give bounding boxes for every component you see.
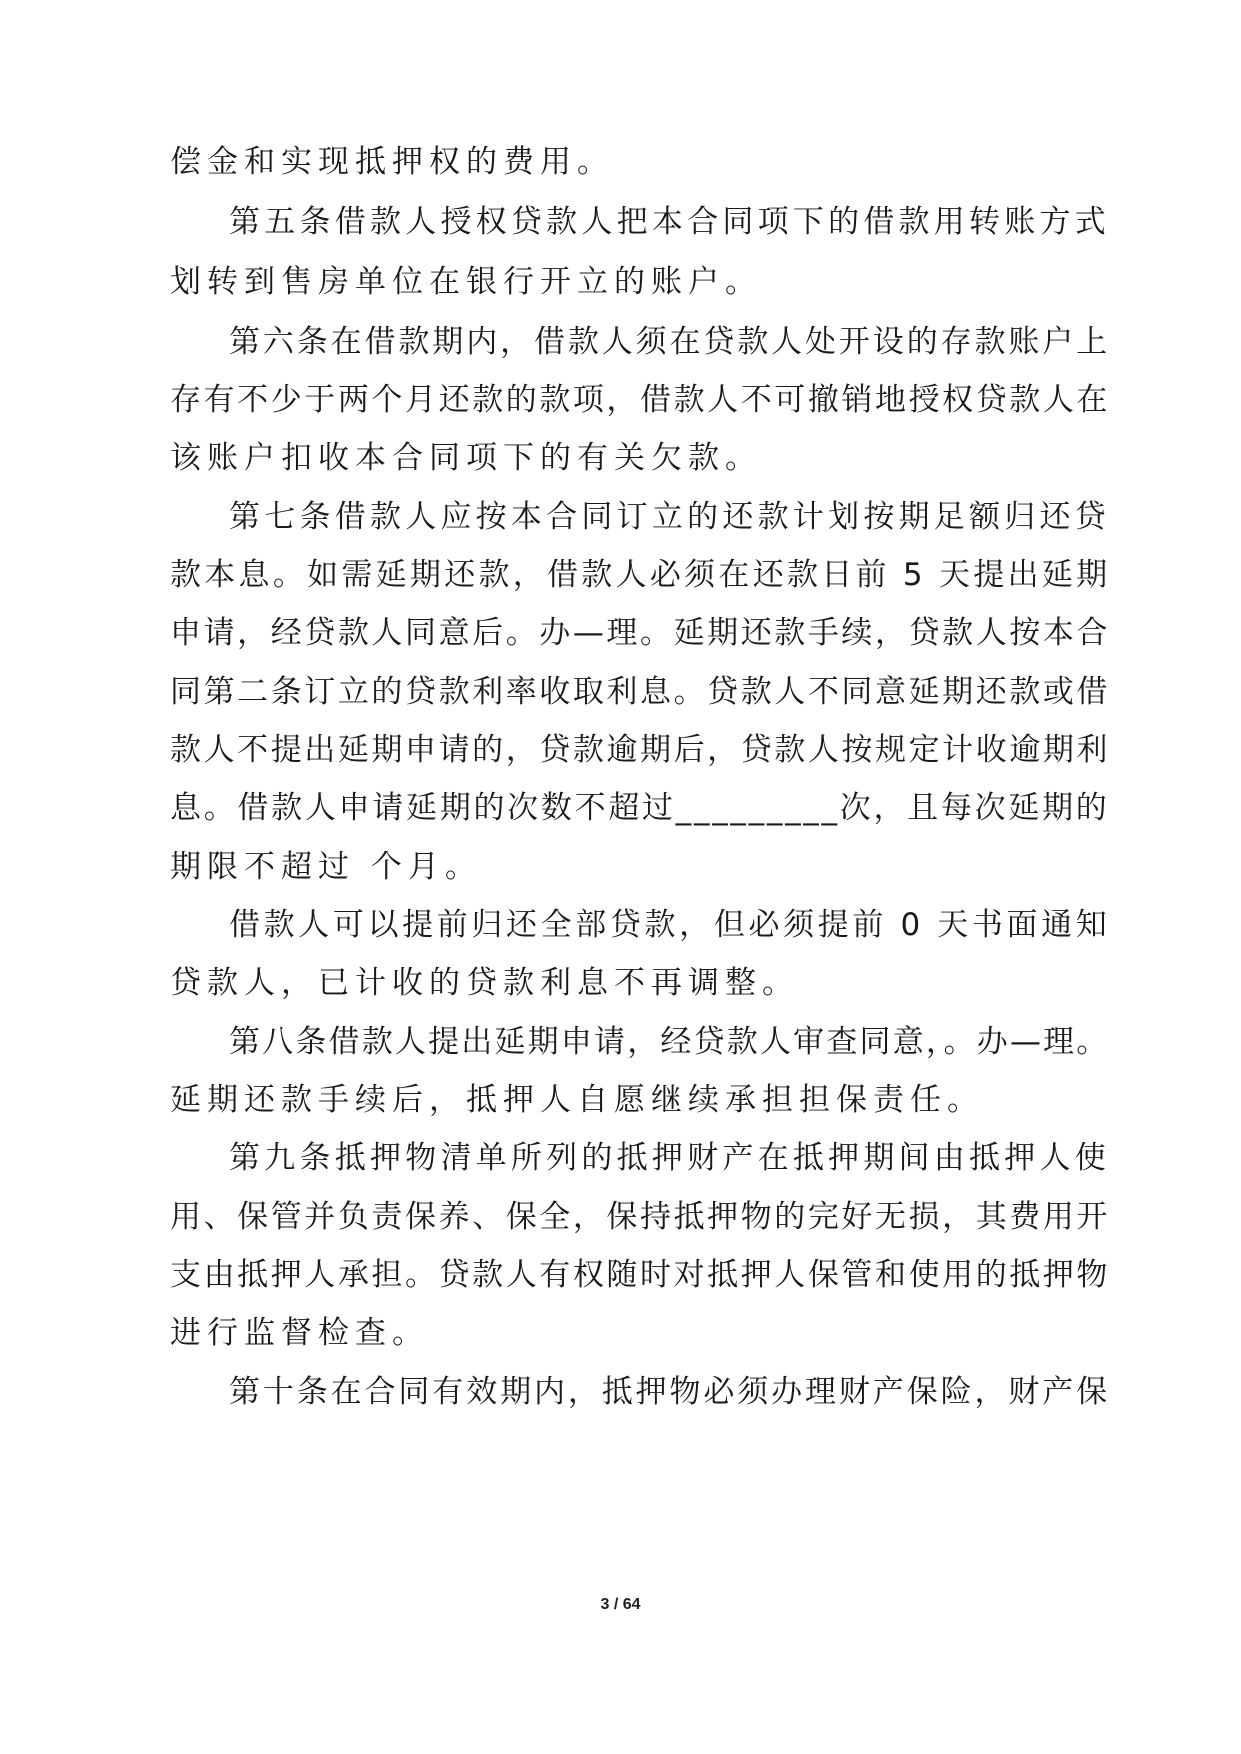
text-line: 期限不超过 个月。 bbox=[170, 849, 482, 885]
text-line: 款人不提出延期申请的，贷款逾期后，贷款人按规定计收逾期利 bbox=[170, 732, 1110, 768]
text-line: 申请，经贷款人同意后。办—理。延期还款手续，贷款人按本合 bbox=[170, 615, 1110, 651]
page-number: 3 / 64 bbox=[600, 1596, 641, 1613]
text-line: 偿金和实现抵押权的费用。 bbox=[170, 144, 614, 180]
text-line: 借款人可以提前归还全部贷款，但必须提前 0 天书面通知 bbox=[229, 907, 1111, 943]
text-line: 该账户扣收本合同项下的有关欠款。 bbox=[170, 440, 762, 476]
text-line: 进行监督检查。 bbox=[170, 1315, 429, 1351]
text-line: 存有不少于两个月还款的款项，借款人不可撤销地授权贷款人在 bbox=[170, 382, 1110, 418]
text-line: 划转到售房单位在银行开立的账户。 bbox=[170, 264, 762, 300]
text-line: 第十条在合同有效期内，抵押物必须办理财产保险，财产保 bbox=[229, 1374, 1110, 1410]
text-line: 第七条借款人应按本合同订立的还款计划按期足额归还贷 bbox=[229, 499, 1110, 535]
text-line: 用、保管并负责保养、保全，保持抵押物的完好无损，其费用开 bbox=[170, 1199, 1110, 1235]
text-line: 息。借款人申请延期的次数不超过_________次，且每次延期的 bbox=[170, 790, 1110, 826]
text-line: 第五条借款人授权贷款人把本合同项下的借款用转账方式 bbox=[229, 204, 1110, 240]
text-line: 第六条在借款期内，借款人须在贷款人处开设的存款账户上 bbox=[229, 324, 1110, 360]
text-line: 款本息。如需延期还款，借款人必须在还款日前 5 天提出延期 bbox=[170, 557, 1111, 593]
text-line: 第九条抵押物清单所列的抵押财产在抵押期间由抵押人使 bbox=[229, 1140, 1110, 1176]
text-line: 延期还款手续后，抵押人自愿继续承担担保责任。 bbox=[170, 1082, 984, 1118]
text-line: 第八条借款人提出延期申请，经贷款人审查同意，。办—理。 bbox=[229, 1024, 1110, 1060]
text-line: 贷款人，已计收的贷款利息不再调整。 bbox=[170, 965, 799, 1001]
text-line: 支由抵押人承担。贷款人有权随时对抵押人保管和使用的抵押物 bbox=[170, 1257, 1110, 1293]
text-line: 同第二条订立的贷款利率收取利息。贷款人不同意延期还款或借 bbox=[170, 674, 1110, 710]
